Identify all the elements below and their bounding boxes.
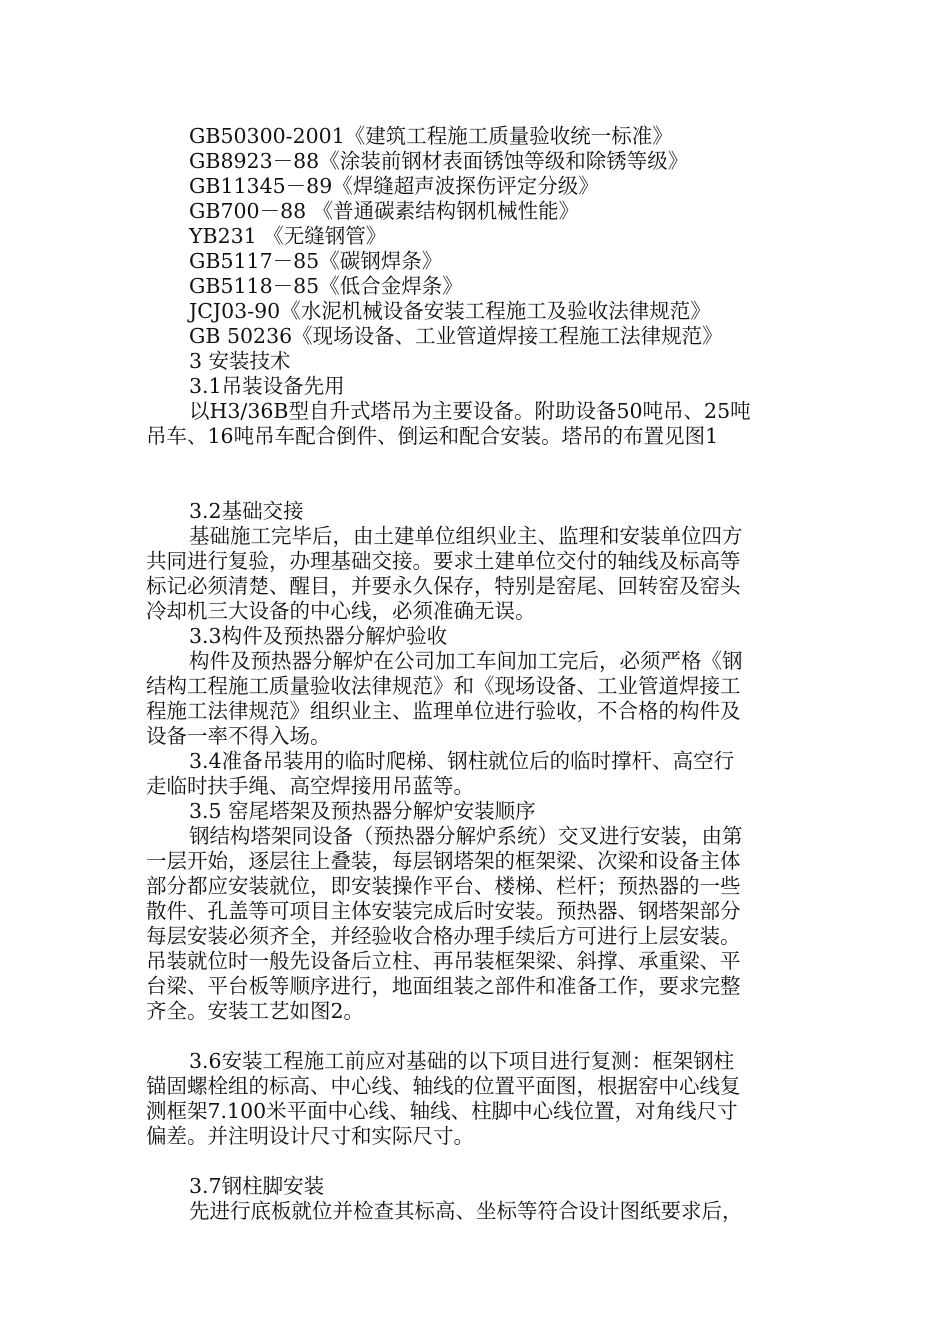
paragraph-line: 每层安装必须齐全，并经验收合格办理手续后方可进行上层安装。 [146, 924, 741, 948]
paragraph-line: 散件、孔盖等可项目主体安装完成后时安装。预热器、钢塔架部分 [146, 899, 741, 923]
subsection-heading: 3.2基础交接 [189, 499, 304, 523]
standard-item: GB5117－85《碳钢焊条》 [189, 249, 443, 273]
standard-item: YB231 《无缝钢管》 [189, 224, 387, 248]
paragraph-line: 一层开始，逐层往上叠装，每层钢塔架的框架梁、次梁和设备主体 [146, 849, 741, 873]
standard-item: GB8923－88《涂装前钢材表面锈蚀等级和除锈等级》 [189, 149, 689, 173]
paragraph-line: 台梁、平台板等顺序进行，地面组装之部件和准备工作，要求完整 [146, 974, 741, 998]
paragraph-line: 程施工法律规范》组织业主、监理单位进行验收，不合格的构件及 [146, 699, 741, 723]
paragraph-line: 测框架7.100米平面中心线、轴线、柱脚中心线位置，对角线尺寸 [146, 1099, 738, 1123]
paragraph-line: 齐全。安装工艺如图2。 [146, 999, 365, 1023]
paragraph-line: 偏差。并注明设计尺寸和实际尺寸。 [146, 1124, 474, 1148]
subsection-heading: 3.3构件及预热器分解炉验收 [189, 624, 448, 648]
standard-item: GB5118－85《低合金焊条》 [189, 274, 463, 298]
paragraph-line: 走临时扶手绳、高空焊接用吊蓝等。 [146, 774, 474, 798]
paragraph-line: 吊车、16吨吊车配合倒件、倒运和配合安装。塔吊的布置见图1 [146, 424, 719, 448]
paragraph-line: 吊装就位时一般先设备后立柱、再吊装框架梁、斜撑、承重梁、平 [146, 949, 741, 973]
paragraph-line: 构件及预热器分解炉在公司加工车间加工完后，必须严格《钢 [189, 649, 743, 673]
standard-item: GB700－88 《普通碳素结构钢机械性能》 [189, 199, 580, 223]
section-heading: 3 安装技术 [189, 349, 291, 373]
standard-item: JCJ03-90《水泥机械设备安装工程施工及验收法律规范》 [189, 299, 711, 323]
paragraph-line: 结构工程施工质量验收法律规范》和《现场设备、工业管道焊接工 [146, 674, 741, 698]
paragraph-line: 3.6安装工程施工前应对基础的以下项目进行复测：框架钢柱 [189, 1049, 735, 1073]
paragraph-line: 3.4准备吊装用的临时爬梯、钢柱就位后的临时撑杆、高空行 [189, 749, 735, 773]
standard-item: GB50300-2001《建筑工程施工质量验收统一标准》 [189, 124, 673, 148]
paragraph-line: 设备一率不得入场。 [146, 724, 331, 748]
paragraph-line: 基础施工完毕后，由土建单位组织业主、监理和安装单位四方 [189, 524, 743, 548]
subsection-heading: 3.7钢柱脚安装 [189, 1174, 325, 1198]
paragraph-line: 以H3/36B型自升式塔吊为主要设备。附助设备50吨吊、25吨 [189, 399, 751, 423]
paragraph-line: 冷却机三大设备的中心线，必须准确无误。 [146, 599, 536, 623]
paragraph-line: 共同进行复验，办理基础交接。要求土建单位交付的轴线及标高等 [146, 549, 741, 573]
subsection-heading: 3.1吊装设备先用 [189, 374, 345, 398]
paragraph-line: 钢结构塔架同设备（预热器分解炉系统）交叉进行安装，由第 [189, 824, 743, 848]
paragraph-line: 先进行底板就位并检查其标高、坐标等符合设计图纸要求后， [189, 1199, 743, 1223]
paragraph-line: 标记必须清楚、醒目，并要永久保存，特别是窑尾、回转窑及窑头 [146, 574, 741, 598]
paragraph-line: 部分都应安装就位，即安装操作平台、楼梯、栏杆；预热器的一些 [146, 874, 741, 898]
standard-item: GB 50236《现场设备、工业管道焊接工程施工法律规范》 [189, 324, 723, 348]
subsection-heading: 3.5 窑尾塔架及预热器分解炉安装顺序 [189, 799, 536, 823]
paragraph-line: 锚固螺栓组的标高、中心线、轴线的位置平面图，根据窑中心线复 [146, 1074, 741, 1098]
standard-item: GB11345－89《焊缝超声波探伤评定分级》 [189, 174, 599, 198]
